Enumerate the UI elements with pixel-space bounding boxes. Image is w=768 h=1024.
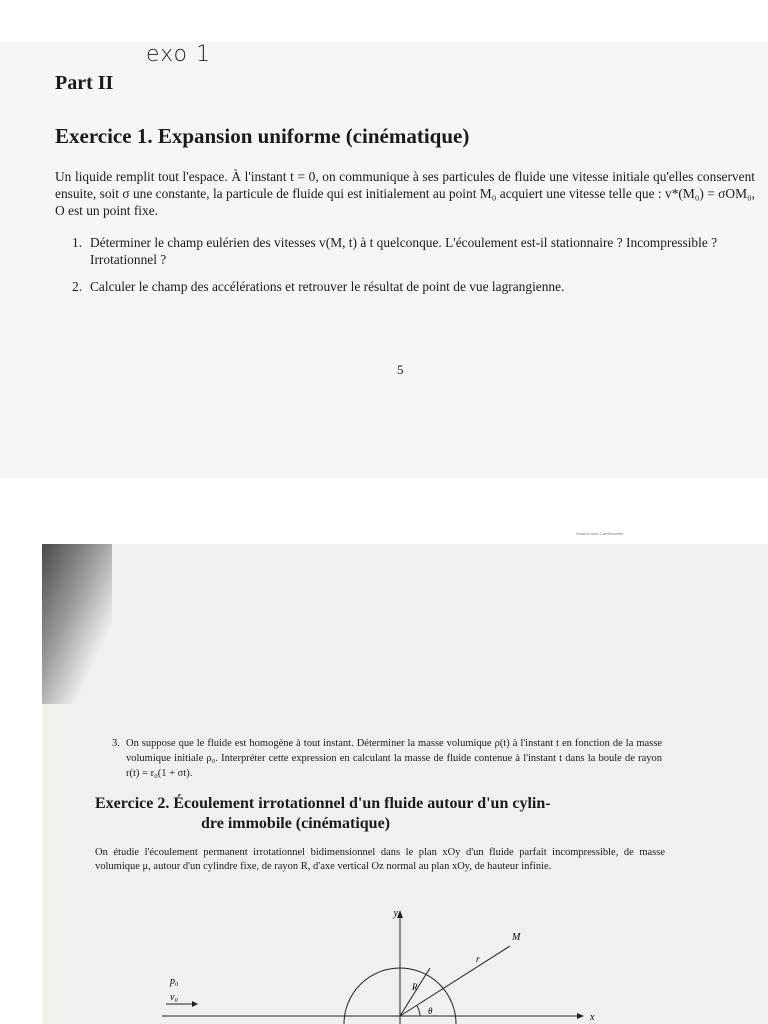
- exercise2-title: [95, 794, 695, 834]
- exercise2-title-line1: Exercice 2. Écoulement irrotationnel d'un fluide autour d'un cylin-: [95, 795, 551, 812]
- scanner-watermark: Scanné avec CamScanner: [576, 531, 624, 536]
- theta-arc: [417, 1006, 420, 1016]
- page-number: 5: [397, 362, 404, 377]
- p0-label: p₀: [170, 976, 179, 987]
- cylinder-flow-figure: [42, 896, 768, 1024]
- radius-line: [400, 968, 430, 1016]
- page-gap: [0, 478, 768, 544]
- page-fold-shadow: [42, 544, 112, 704]
- radius-label: R: [412, 982, 418, 992]
- question-3: [112, 736, 662, 781]
- position-vector: [400, 946, 510, 1016]
- point-m-label: M: [512, 932, 521, 943]
- question-2-text: Calculer le champ des accélérations et retrouver le résultat de point de vue lagrangienne.: [90, 279, 565, 294]
- exercise1-intro: Un liquide remplit tout l'espace. À l'instant t = 0, on communique à ses particules de fluide une vitesse initiale qu'elles conservent ensuite, soit σ une constante, la particule de fluide qui est initialement au point M₀ acquiert une vitesse telle que : v*(M₀) = σOM₀, O est un point fixe.: [55, 169, 755, 218]
- exercise1-title: Exercice 1. Expansion uniforme (cinématique): [55, 124, 470, 148]
- x-axis-label: x: [590, 1012, 595, 1023]
- theta-label: θ: [428, 1006, 433, 1016]
- exercise2-intro: On étudie l'écoulement permanent irrotationnel bidimensionnel dans le plan xOy d'un fluide parfait incompressible, de masse volumique μ, autour d'un cylindre fixe, de rayon R, d'axe vertical Oz normal au plan xOy, de hauteur infinie.: [95, 847, 665, 872]
- r-label: r: [476, 954, 480, 964]
- question-3-text: On suppose que le fluide est homogène à tout instant. Déterminer la masse volumique ρ(t) à l'instant t en fonction de la masse volumique initiale ρ₀. Interpréter cette expression en calculant la masse de fluide contenue à l'instant t dans la boule de rayon r(t) = r₀(1 + σt).: [126, 738, 662, 779]
- x-axis-arrow: [577, 1013, 584, 1019]
- question-2: [72, 278, 756, 295]
- question-1: [72, 234, 756, 268]
- v0-label: v₀: [170, 992, 178, 1003]
- scanned-page-2: [42, 544, 768, 1024]
- part-title: Part II: [55, 72, 114, 94]
- question-3-number: 3.: [112, 738, 120, 749]
- question-2-number: 2.: [72, 279, 83, 294]
- handwritten-note: exo 1: [146, 42, 211, 67]
- v0-arrowhead: [192, 1001, 198, 1007]
- question-1-number: 1.: [72, 235, 83, 250]
- y-axis-label: y: [393, 908, 398, 919]
- question-1-text: Déterminer le champ eulérien des vitesses v(M, t) à t quelconque. L'écoulement est-il stationnaire ? Incompressible ? Irrotationnel ?: [90, 235, 718, 267]
- exercise2-title-line2: dre immobile (cinématique): [201, 815, 391, 832]
